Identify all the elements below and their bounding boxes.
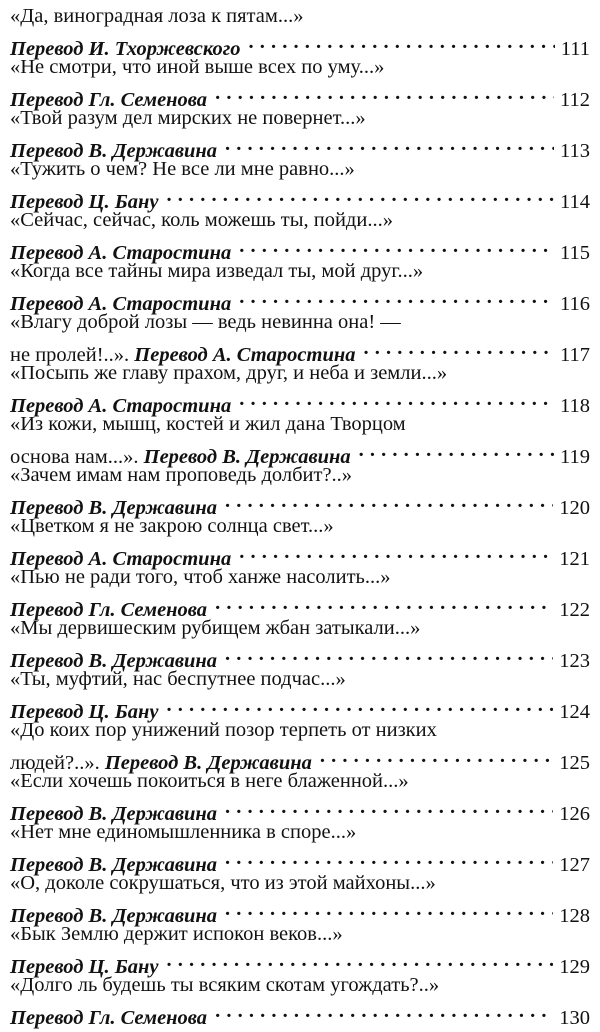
page-number: 121	[559, 548, 590, 570]
dot-leader	[225, 489, 553, 515]
page-number: 119	[560, 446, 590, 468]
toc-entry-credit-line	[10, 285, 590, 315]
poem-first-line: «До коих пор унижений позор терпеть от низких	[10, 719, 437, 741]
translator-credit: Перевод В. Державина	[10, 650, 218, 672]
page-number: 126	[559, 803, 590, 825]
poem-first-line: «Если хочешь покоиться в неге блаженной...»	[10, 770, 409, 792]
page-number: 118	[560, 395, 590, 417]
toc-entry-credit-line	[10, 999, 590, 1029]
page-number: 113	[560, 140, 590, 162]
dot-leader	[215, 999, 553, 1025]
poem-first-line: «Когда все тайны мира изведал ты, мой друг...»	[10, 260, 424, 282]
toc-entry	[10, 106, 590, 162]
toc-entry	[10, 361, 590, 417]
toc-entry	[10, 871, 590, 927]
toc-entry-title-line	[10, 973, 590, 999]
toc-entry-title-line	[10, 616, 590, 642]
toc-entry	[10, 769, 590, 825]
toc-entry-title-line	[10, 871, 590, 897]
translator-credit: Перевод Ц. Бану	[10, 701, 159, 723]
poem-first-line: «Да, виноградная лоза к пятам...»	[10, 5, 304, 27]
toc-entry	[10, 616, 590, 672]
poem-first-line: «Посыпь же главу прахом, друг, и неба и земли...»	[10, 362, 448, 384]
dot-leader	[167, 183, 554, 209]
page-number: 127	[559, 854, 590, 876]
dot-leader	[225, 795, 553, 821]
toc-entry-credit-line	[10, 693, 590, 723]
translator-credit: Перевод А. Старостина	[10, 242, 232, 264]
translator-credit: Перевод Гл. Семенова	[10, 89, 208, 111]
toc-entry-credit-line	[10, 948, 590, 978]
page-number: 125	[559, 752, 590, 774]
toc-entry-title-line	[10, 310, 590, 336]
toc-entry	[10, 820, 590, 876]
page-number: 124	[559, 701, 590, 723]
dot-leader	[364, 336, 555, 362]
toc-entry	[10, 718, 590, 774]
translator-credit: Перевод Ц. Бану	[10, 956, 159, 978]
toc-entry-credit-line	[10, 387, 590, 417]
toc-entry-credit-line	[10, 897, 590, 927]
toc-entry-credit-line	[10, 795, 590, 825]
toc-entry	[10, 208, 590, 264]
page-number: 115	[560, 242, 590, 264]
poem-first-line: «Мы дервишеским рубищем жбан затыкали...»	[10, 617, 421, 639]
poem-first-line: «Цветком я не закрою солнца свет...»	[10, 515, 334, 537]
page-number: 114	[560, 191, 590, 213]
poem-first-line-continuation: основа нам...».	[10, 446, 139, 468]
toc-entry-credit-line	[10, 438, 590, 468]
toc-entry	[10, 667, 590, 723]
toc-entry-credit-line	[10, 540, 590, 570]
page-number: 129	[559, 956, 590, 978]
toc-entry-credit-line	[10, 846, 590, 876]
dot-leader	[239, 234, 554, 260]
translator-credit: Перевод В. Державина	[143, 446, 351, 468]
page-number: 112	[560, 89, 590, 111]
toc-entry-title-line	[10, 361, 590, 387]
toc-entry-title-line	[10, 820, 590, 846]
toc-entry-credit-line	[10, 744, 590, 774]
poem-first-line: «Долго ль будешь ты всяким скотам угождать?..»	[10, 974, 440, 996]
poem-first-line: «Зачем имам нам проповедь долбит?..»	[10, 464, 353, 486]
page-number: 128	[559, 905, 590, 927]
toc-entry-credit-line	[10, 132, 590, 162]
translator-credit: Перевод Ц. Бану	[10, 191, 159, 213]
dot-leader	[239, 387, 554, 413]
toc-entry	[10, 4, 590, 60]
poem-first-line: «Влагу доброй лозы — ведь невинна она! —	[10, 311, 401, 333]
translator-credit: Перевод А. Старостина	[134, 344, 356, 366]
toc-entry	[10, 973, 590, 1029]
toc-entry	[10, 157, 590, 213]
toc-entry	[10, 463, 590, 519]
poem-first-line: «Пью не ради того, чтоб ханже насолить...»	[10, 566, 391, 588]
poem-first-line-continuation: людей?..».	[10, 752, 100, 774]
translator-credit: Перевод В. Державина	[10, 905, 218, 927]
toc-entry-title-line	[10, 157, 590, 183]
dot-leader	[239, 540, 553, 566]
toc-entry	[10, 310, 590, 366]
toc-entry-title-line	[10, 55, 590, 81]
dot-leader	[215, 81, 554, 107]
toc-entry-title-line	[10, 667, 590, 693]
toc-entry	[10, 412, 590, 468]
toc-entry-title-line	[10, 106, 590, 132]
toc-entry-title-line	[10, 514, 590, 540]
translator-credit: Перевод Гл. Семенова	[10, 1007, 208, 1029]
dot-leader	[215, 591, 553, 617]
toc-entry-title-line	[10, 922, 590, 948]
translator-credit: Перевод В. Державина	[10, 803, 218, 825]
page-number: 123	[559, 650, 590, 672]
toc-entry-credit-line	[10, 81, 590, 111]
translator-credit: Перевод А. Старостина	[10, 548, 232, 570]
toc-entry-credit-line	[10, 336, 590, 366]
poem-first-line: «Из кожи, мышц, костей и жил дана Творцом	[10, 413, 406, 435]
poem-first-line: «Ты, муфтий, нас беспутнее подчас...»	[10, 668, 346, 690]
dot-leader	[225, 642, 553, 668]
page-number: 117	[560, 344, 590, 366]
toc-entry-title-line	[10, 769, 590, 795]
toc-entry-credit-line	[10, 30, 590, 60]
dot-leader	[225, 132, 554, 158]
translator-credit: Перевод Гл. Семенова	[10, 599, 208, 621]
translator-credit: Перевод В. Державина	[10, 854, 218, 876]
toc-entry-credit-line	[10, 183, 590, 213]
toc-entry-credit-line	[10, 234, 590, 264]
toc-entry-credit-line	[10, 642, 590, 672]
translator-credit: Перевод А. Старостина	[10, 293, 232, 315]
toc-entry	[10, 565, 590, 621]
toc-entry	[10, 922, 590, 978]
toc-entry-title-line	[10, 565, 590, 591]
dot-leader	[359, 438, 554, 464]
dot-leader	[167, 693, 554, 719]
toc-entry-title-line	[10, 718, 590, 744]
poem-first-line: «Тужить о чем? Не все ли мне равно...»	[10, 158, 355, 180]
toc-entry-title-line	[10, 208, 590, 234]
poem-first-line: «Сейчас, сейчас, коль можешь ты, пойди...»	[10, 209, 393, 231]
toc-entry-credit-line	[10, 591, 590, 621]
poem-first-line-continuation: не пролей!..».	[10, 344, 130, 366]
translator-credit: Перевод В. Державина	[104, 752, 312, 774]
toc-entry	[10, 514, 590, 570]
dot-leader	[225, 897, 553, 923]
toc-entry-title-line	[10, 463, 590, 489]
toc-entry-title-line	[10, 4, 590, 30]
poem-first-line: «О, доколе сокрушаться, что из этой майхоны...»	[10, 872, 436, 894]
toc-entry-credit-line	[10, 489, 590, 519]
translator-credit: Перевод А. Старостина	[10, 395, 232, 417]
page-number: 120	[559, 497, 590, 519]
translator-credit: Перевод В. Державина	[10, 140, 218, 162]
poem-first-line: «Нет мне единомышленника в споре...»	[10, 821, 357, 843]
poem-first-line: «Бык Землю держит испокон веков...»	[10, 923, 343, 945]
page-number: 111	[560, 38, 590, 60]
page-number: 116	[560, 293, 590, 315]
translator-credit: Перевод В. Державина	[10, 497, 218, 519]
toc-entry	[10, 55, 590, 111]
dot-leader	[320, 744, 553, 770]
poem-first-line: «Не смотри, что иной выше всех по уму...»	[10, 56, 385, 78]
page-number: 130	[559, 1007, 590, 1029]
dot-leader	[239, 285, 554, 311]
toc-entry-title-line	[10, 412, 590, 438]
toc-entry	[10, 259, 590, 315]
toc-entry-title-line	[10, 259, 590, 285]
translator-credit: Перевод И. Тхоржевского	[10, 38, 241, 60]
dot-leader	[225, 846, 553, 872]
poem-first-line: «Твой разум дел мирских не повернет...»	[10, 107, 366, 129]
page-number: 122	[559, 599, 590, 621]
dot-leader	[249, 30, 555, 56]
dot-leader	[167, 948, 554, 974]
